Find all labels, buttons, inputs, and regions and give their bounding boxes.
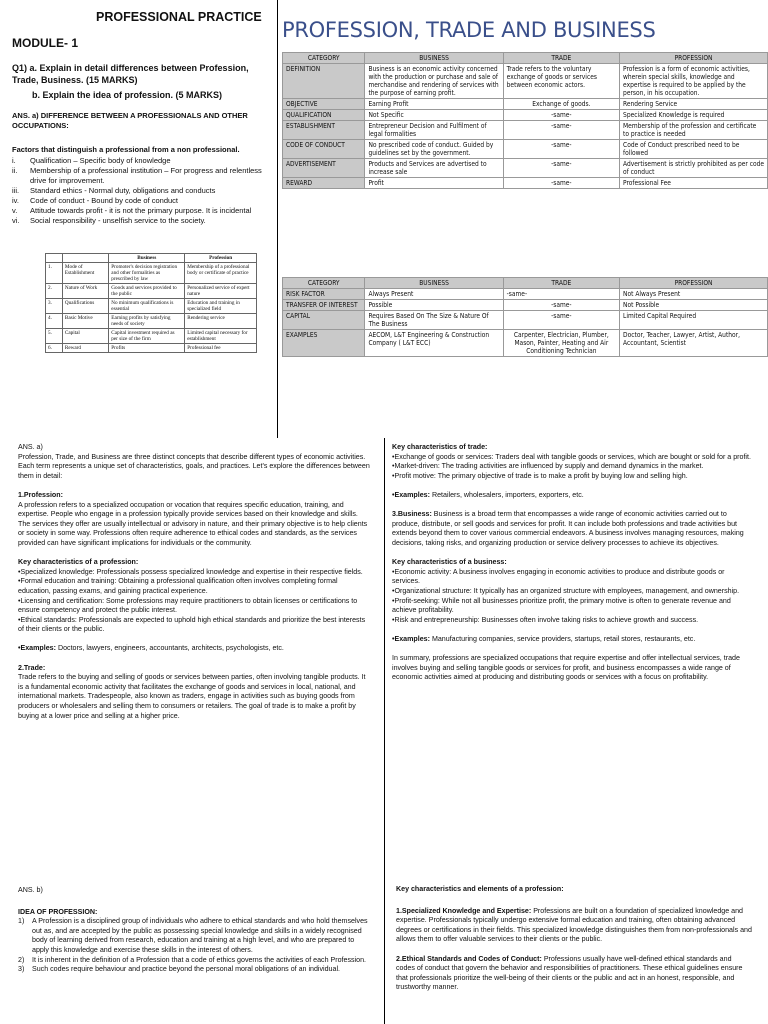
trade-heading: 2.Trade:	[18, 663, 46, 672]
table-cell: Rendering service	[185, 314, 257, 329]
table-header: PROFESSION	[620, 278, 768, 289]
list-item: 2) It is inherent in the definition of a Profession that a code of ethics governs the activities of each Profession.	[18, 955, 366, 964]
comparison-table-2	[282, 277, 768, 357]
table-header: CATEGORY	[283, 278, 365, 289]
table-cell: Not Always Present	[620, 289, 768, 300]
characteristics-heading: Key characteristics and elements of a profession:	[396, 885, 564, 893]
intro-paragraph: Profession, Trade, and Business are three distinct concepts that describe different types of economic activities. Each term represents a unique set of characteristics, goals, and practices. Let's explore the differences between them in detail:	[18, 452, 370, 480]
list-item: iii. Standard ethics - Normal duty, obligations and conducts	[12, 186, 216, 195]
table-cell: Capital	[62, 329, 108, 344]
answer-b-text	[18, 886, 370, 975]
table-header: Business	[109, 254, 185, 263]
table-cell: -same-	[503, 178, 619, 189]
table-cell: Professional fee	[185, 344, 257, 353]
table-row	[46, 329, 257, 344]
factors-heading: Factors that distinguish a professional from a non professional.	[12, 145, 240, 154]
table-row	[283, 159, 768, 178]
question-1a: Q1) a. Explain in detail differences between Profession, Trade, Business. (15 MARKS)	[12, 63, 249, 85]
comparison-table-1	[282, 52, 768, 189]
table-cell: Membership of the profession and certificate to practice is needed	[620, 121, 768, 140]
profession-heading: 1.Profession:	[18, 490, 63, 499]
table-cell: 4.	[46, 314, 63, 329]
table-cell: Goods and services provided to the public	[109, 284, 185, 299]
table-cell: RISK FACTOR	[283, 289, 365, 300]
table-cell: Membership of a professional body or certificate of practice	[185, 263, 257, 284]
table-row	[283, 300, 768, 311]
list-item: •Risk and entrepreneurship: Businesses often involve taking risks to achieve growth and success.	[392, 615, 699, 624]
table-cell: Profit	[365, 178, 503, 189]
page-title: PROFESSIONAL PRACTICE	[96, 10, 262, 24]
answer-a-text	[18, 443, 370, 731]
table-cell: -same-	[503, 110, 619, 121]
table-header	[46, 254, 63, 263]
table-header-row	[283, 278, 768, 289]
characteristic-2: 2.Ethical Standards and Codes of Conduct: Professions usually have well-defined ethical standards and codes of conduct that govern the behavior and responsibilities of practitioners. These ethical guidelines ensure that professionals prioritize the well-being of their clients or the public and act in an honest, responsible, and trustworthy manner.	[396, 954, 743, 992]
table-cell: Basic Motive	[62, 314, 108, 329]
table-cell: 1.	[46, 263, 63, 284]
list-item: •Specialized knowledge: Professionals possess specialized knowledge and expertise in their respective fields.	[18, 567, 363, 576]
table-cell: Exchange of goods.	[503, 99, 619, 110]
module-heading: MODULE- 1	[12, 36, 78, 50]
table-cell: Education and training in specialized field	[185, 299, 257, 314]
table-cell: -same-	[503, 300, 619, 311]
answer-label: ANS. b)	[18, 886, 43, 894]
table-cell: Reward	[62, 344, 108, 353]
table-cell: TRANSFER OF INTEREST	[283, 300, 365, 311]
trade-paragraph: Trade refers to the buying and selling of goods or services between parties, often involving tangible products. It is a fundamental economic activity that facilitates the exchange of goods and services in local, national, and international markets. Tradespeople, also known as traders, engage in activities such as buying goods from producers or wholesalers and selling them to consumers or retailers. The goal of trade is to make a profit by buying at a lower price and selling at a higher price.	[18, 673, 366, 720]
table-cell: -same-	[503, 121, 619, 140]
question-1b: b. Explain the idea of profession. (5 MARKS)	[32, 90, 223, 100]
table-cell: Not Possible	[620, 300, 768, 311]
business-examples: •Examples: Manufacturing companies, service providers, startups, retail stores, restaurants, etc.	[392, 634, 696, 643]
table-row	[283, 64, 768, 99]
table-row	[283, 330, 768, 357]
list-item: •Profit-seeking: While not all businesses prioritize profit, the primary motive is often to generate revenue and achieve profitability.	[392, 596, 731, 615]
table-cell: Products and Services are advertised to increase sale	[365, 159, 503, 178]
table-row	[283, 178, 768, 189]
table-cell: Carpenter, Electrician, Plumber, Mason, Painter, Heating and Air Conditioning Technician	[503, 330, 619, 357]
table-cell: AECOM, L&T Engineering & Construction Company ( L&T ECC)	[365, 330, 503, 357]
table-cell: No minimum qualifications is essential	[109, 299, 185, 314]
idea-list	[18, 917, 370, 975]
table-cell: Possible	[365, 300, 503, 311]
table-cell: -same-	[503, 159, 619, 178]
answer-a-text-continued	[392, 443, 752, 692]
table-cell: Requires Based On The Size & Nature Of The Business	[365, 311, 503, 330]
table-cell: Promoter's decision registration and other formalities as prescribed by law	[109, 263, 185, 284]
table-cell: 5.	[46, 329, 63, 344]
table-row	[283, 121, 768, 140]
table-cell: 6.	[46, 344, 63, 353]
table-cell: 3.	[46, 299, 63, 314]
list-item: •Market-driven: The trading activities are influenced by supply and demand dynamics in the market.	[392, 462, 704, 471]
list-item: vi. Social responsibility - unselfish service to the society.	[12, 216, 206, 225]
table-row	[46, 314, 257, 329]
table-cell: Profits	[109, 344, 185, 353]
list-item: i. Qualification – Specific body of knowledge	[12, 156, 171, 165]
table-header: TRADE	[503, 53, 619, 64]
table-cell: -same-	[503, 289, 619, 300]
list-item: iv. Code of conduct - Bound by code of conduct	[12, 196, 179, 205]
table-cell: REWARD	[283, 178, 365, 189]
table-cell: Earning Profit	[365, 99, 503, 110]
table-cell: Nature of Work	[62, 284, 108, 299]
list-item: ii. Membership of a professional institution – For progress and relentless drive for improvement.	[12, 166, 262, 185]
table-cell: Business is an economic activity concerned with the production or purchase and sale of merchandise and rendering of services with the purpose of earning profit.	[365, 64, 503, 99]
list-item: v. Attitude towards profit - it is not the primary purpose. It is incidental	[12, 206, 252, 215]
table-row	[46, 344, 257, 353]
table-header-row	[283, 53, 768, 64]
list-item: •Organizational structure: It typically has an organized structure with employees, management, and ownership.	[392, 586, 740, 595]
list-item: 1) A Profession is a disciplined group of individuals who adhere to ethical standards and who hold themselves out as, and are accepted by the public as possessing special knowledge and skills in a widely recognised body of learning derived from research, education and training at a high level, and who are prepared to apply this knowledge and exercise these skills in the interest of others.	[18, 917, 368, 954]
table-header: PROFESSION	[620, 53, 768, 64]
table-header: BUSINESS	[365, 278, 503, 289]
table-cell: Limited Capital Required	[620, 311, 768, 330]
table-header: Profession	[185, 254, 257, 263]
table-cell: Code of Conduct prescribed need to be followed	[620, 140, 768, 159]
table-cell: OBJECTIVE	[283, 99, 365, 110]
table-cell: Advertisement is strictly prohibited as per code of conduct	[620, 159, 768, 178]
table-cell: Capital investment required as per size of the firm	[109, 329, 185, 344]
table-row	[283, 99, 768, 110]
table-cell: QUALIFICATION	[283, 110, 365, 121]
table-cell: Profession is a form of economic activities, wherein special skills, knowledge and expertise is required to be applied by the person, in his occupation.	[620, 64, 768, 99]
table-cell: Personalized service of expert nature	[185, 284, 257, 299]
table-cell: Trade refers to the voluntary exchange of goods or services between economic actors.	[503, 64, 619, 99]
table-row	[46, 299, 257, 314]
profession-characteristics	[396, 885, 752, 1003]
business-paragraph: 3.Business: Business is a broad term that encompasses a wide range of economic activities carried out to produce, distribute, or sell goods and services for profit. It can include both professions and trade activities but extends beyond them to cover various commercial endeavors. A business involves managing resources, making decisions, taking risks, and organizing production or service delivery processes to achieve its objectives.	[392, 510, 744, 547]
table-cell: 2.	[46, 284, 63, 299]
table-cell: CODE OF CONDUCT	[283, 140, 365, 159]
profession-examples: •Examples: Doctors, lawyers, engineers, accountants, architects, psychologists, etc.	[18, 644, 284, 653]
table-header: TRADE	[503, 278, 619, 289]
table-row	[283, 110, 768, 121]
table-cell: Rendering Service	[620, 99, 768, 110]
table-header-row	[46, 254, 257, 263]
list-item: •Economic activity: A business involves engaging in economic activities to produce and distribute goods or services.	[392, 567, 725, 586]
table-cell: ESTABLISHMENT	[283, 121, 365, 140]
table-cell: Earning profits by satisfying needs of society	[109, 314, 185, 329]
table-cell: Specialized Knowledge is required	[620, 110, 768, 121]
table-cell: Mode of Establishment	[62, 263, 108, 284]
table-row	[283, 289, 768, 300]
business-key-heading: Key characteristics of a business:	[392, 558, 507, 567]
table-header: CATEGORY	[283, 53, 365, 64]
table-cell: DEFINITION	[283, 64, 365, 99]
list-item: •Formal education and training: Obtaining a professional qualification often involves completing formal education, passing exams, and gaining practical experience.	[18, 577, 338, 595]
table-cell: CAPITAL	[283, 311, 365, 330]
table-cell: EXAMPLES	[283, 330, 365, 357]
table-cell: ADVERTISEMENT	[283, 159, 365, 178]
table-cell: Professional Fee	[620, 178, 768, 189]
profession-paragraph: A profession refers to a specialized occupation or vocation that requires specific education, training, and expertise. People who engage in a profession typically provide services based on their knowledge and skills. The services they offer are usually intellectual or advisory in nature, and their primary objective is to help clients or society in some way. Professions often require adherence to ethical codes and standards, as the services provided can have significant implications for individuals or the community.	[18, 500, 368, 547]
divider-middle	[384, 438, 385, 1024]
list-item: 3) Such codes require behaviour and practice beyond the personal moral obligations of an individual.	[18, 965, 340, 974]
list-item: •Exchange of goods or services: Traders deal with tangible goods or services, which are bought or sold for a profit.	[392, 452, 751, 461]
table-row	[46, 284, 257, 299]
table-cell: -same-	[503, 140, 619, 159]
table-cell: Entrepreneur Decision and Fulfilment of legal formalities	[365, 121, 503, 140]
table-cell: No prescribed code of conduct. Guided by guidelines set by the government.	[365, 140, 503, 159]
table-cell: Always Present	[365, 289, 503, 300]
list-item: •Profit motive: The primary objective of trade is to make a profit by buying low and selling high.	[392, 471, 688, 480]
trade-key-heading: Key characteristics of trade:	[392, 443, 488, 451]
profession-key-heading: Key characteristics of a profession:	[18, 558, 139, 567]
table-cell: Not Specific	[365, 110, 503, 121]
characteristic-1: 1.Specialized Knowledge and Expertise: Professions are built on a foundation of specialized knowledge and expertise. Professionals typically undergo extensive formal education and training, often obtaining advanced degrees or certifications in their fields. This specialized knowledge distinguishes them from non-professionals and allows them to offer valuable services to their clients or the public.	[396, 906, 752, 944]
table-row	[283, 311, 768, 330]
table-header: BUSINESS	[365, 53, 503, 64]
table-cell: Qualifications	[62, 299, 108, 314]
table-cell: Doctor, Teacher, Lawyer, Artist, Author, Accountant, Scientist	[620, 330, 768, 357]
table-title: PROFESSION, TRADE AND BUSINESS	[282, 18, 656, 42]
table-cell: Limited capital necessary for establishment	[185, 329, 257, 344]
answer-label: ANS. a)	[18, 443, 43, 451]
table-row	[46, 263, 257, 284]
summary-paragraph: In summary, professions are specialized occupations that require expertise and offer intellectual services, trade involves buying and selling tangible goods or services for profit, and business encompasses a wide range of economic activities aimed at producing and distributing goods or services with a focus on profitability.	[392, 654, 740, 682]
trade-examples: •Examples: Retailers, wholesalers, importers, exporters, etc.	[392, 490, 584, 499]
table-cell: -same-	[503, 311, 619, 330]
factors-list	[12, 156, 274, 226]
table-header	[62, 254, 108, 263]
list-item: •Ethical standards: Professionals are expected to uphold high ethical standards and prioritize the best interests of their clients or the public.	[18, 615, 366, 634]
list-item: •Licensing and certification: Some professions may require practitioners to obtain licenses or certifications to ensure competency and protect the public interest.	[18, 596, 358, 615]
idea-heading: IDEA OF PROFESSION:	[18, 907, 98, 916]
table-row	[283, 140, 768, 159]
divider-top	[277, 0, 278, 438]
answer-a-heading: ANS. a) DIFFERENCE BETWEEN A PROFESSIONALS AND OTHER OCCUPATIONS:	[12, 111, 248, 130]
business-vs-profession-table	[45, 253, 257, 353]
